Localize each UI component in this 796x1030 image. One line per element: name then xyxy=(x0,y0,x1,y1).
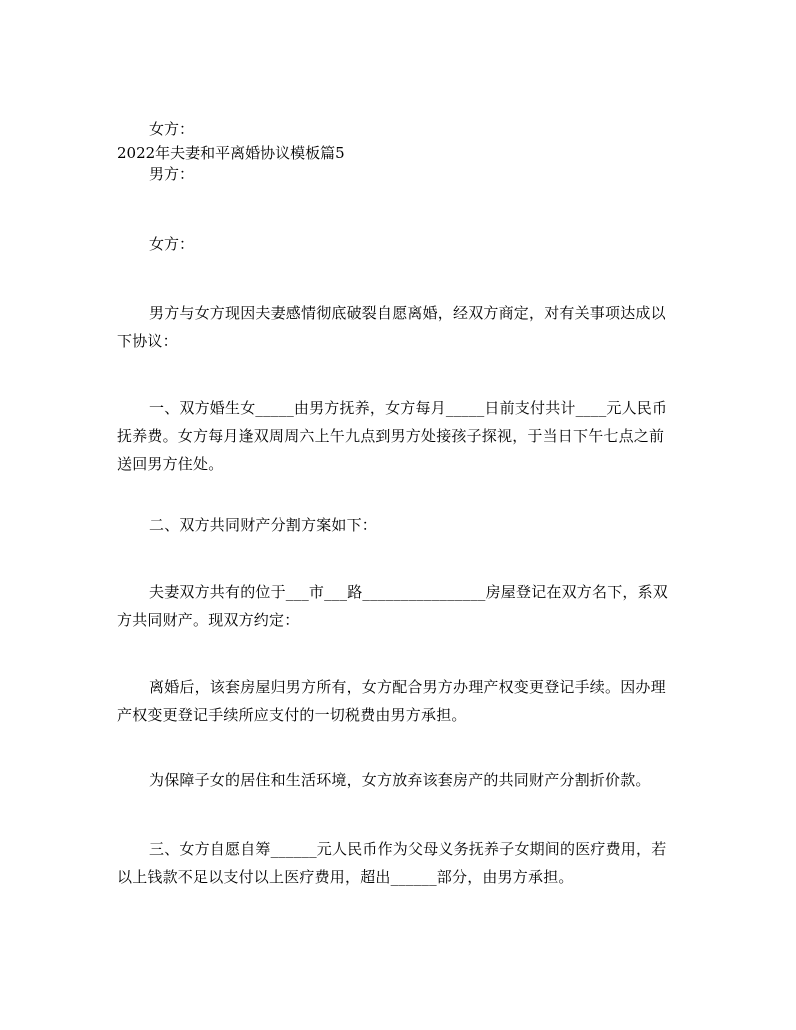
clause-two-paragraph: 二、双方共同财产分割方案如下： xyxy=(149,516,378,534)
intro-paragraph: 男方与女方现因夫妻感情彻底破裂自愿离婚，经双方商定，对有关事项达成以下协议： xyxy=(117,304,666,350)
female-label-top: 女方： xyxy=(149,120,195,138)
house-paragraph: 离婚后，该套房屋归男方所有，女方配合男方办理产权变更登记手续。因办理产权变更登记手续所应支付的一切税费由男方承担。 xyxy=(117,678,666,724)
female-label: 女方： xyxy=(149,235,195,253)
children-paragraph: 为保障子女的居住和生活环境，女方放弃该套房产的共同财产分割折价款。 xyxy=(149,771,651,789)
document-title: 2022年夫妻和平离婚协议模板篇5 xyxy=(117,144,345,162)
clause-three-paragraph: 三、女方自愿自筹______元人民币作为父母义务抚养子女期间的医疗费用，若以上钱款不足以支付以上医疗费用，超出______部分，由男方承担。 xyxy=(117,840,667,886)
clause-one-paragraph: 一、双方婚生女_____由男方抚养，女方每月_____日前支付共计____元人民币抚养费。女方每月逢双周周六上午九点到男方处接孩子探视，于当日下午七点之前送回男方住处。 xyxy=(117,399,668,473)
male-label: 男方： xyxy=(149,165,195,183)
property-paragraph: 夫妻双方共有的位于___市___路________________房屋登记在双方名下，系双方共同财产。现双方约定： xyxy=(117,583,669,629)
